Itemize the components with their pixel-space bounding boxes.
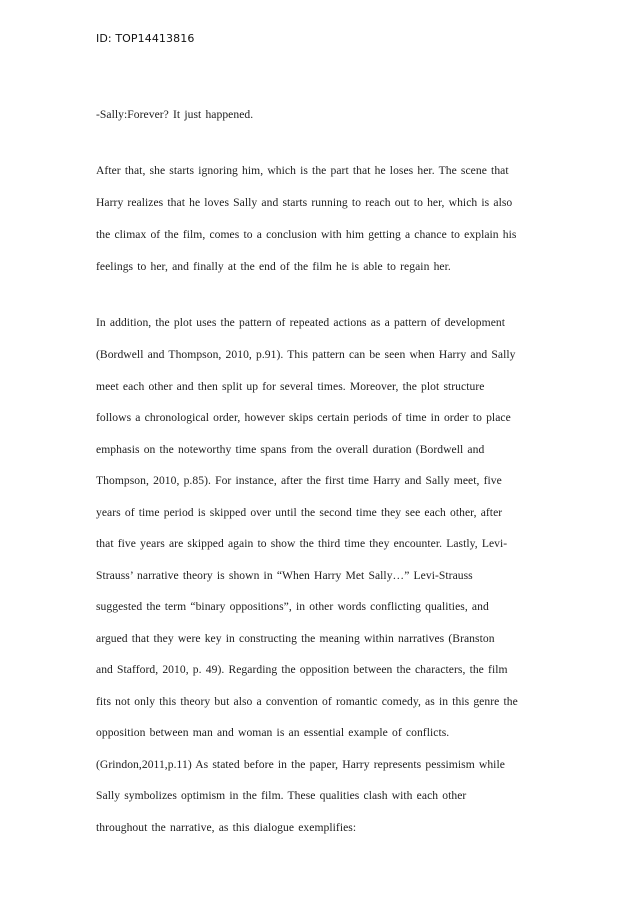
text-line: emphasis on the noteworthy time spans from the overall duration (Bordwell and bbox=[96, 443, 485, 456]
text-line: that five years are skipped again to show the third time they encounter. Lastly, Levi- bbox=[96, 537, 508, 550]
text-line: Thompson, 2010, p.85). For instance, after the first time Harry and Sally meet, five bbox=[96, 474, 502, 487]
text-line: In addition, the plot uses the pattern of repeated actions as a pattern of development bbox=[96, 316, 506, 329]
text-line: Harry realizes that he loves Sally and starts running to reach out to her, which is also bbox=[96, 196, 513, 209]
text-line: Sally symbolizes optimism in the film. These qualities clash with each other bbox=[96, 789, 467, 802]
text-line: (Bordwell and Thompson, 2010, p.91). This pattern can be seen when Harry and Sally bbox=[96, 348, 516, 361]
text-line: -Sally:Forever? It just happened. bbox=[96, 108, 254, 121]
text-line: and Stafford, 2010, p. 49). Regarding the opposition between the characters, the film bbox=[96, 663, 508, 676]
text-line: the climax of the film, comes to a conclusion with him getting a chance to explain his bbox=[96, 228, 517, 241]
text-line: Strauss’ narrative theory is shown in “When Harry Met Sally…” Levi-Strauss bbox=[96, 569, 473, 582]
text-line: throughout the narrative, as this dialogue exemplifies: bbox=[96, 821, 357, 834]
text-line: suggested the term “binary oppositions”, in other words conflicting qualities, and bbox=[96, 600, 489, 613]
text-line: feelings to her, and finally at the end of the film he is able to regain her. bbox=[96, 260, 451, 273]
text-line: After that, she starts ignoring him, which is the part that he loses her. The scene that bbox=[96, 164, 509, 177]
text-line: opposition between man and woman is an essential example of conflicts. bbox=[96, 726, 450, 739]
document-id-header: ID: TOP14413816 bbox=[96, 32, 195, 45]
text-line: meet each other and then split up for several times. Moreover, the plot structure bbox=[96, 380, 485, 393]
text-line: (Grindon,2011,p.11) As stated before in the paper, Harry represents pessimism while bbox=[96, 758, 505, 771]
text-line: follows a chronological order, however skips certain periods of time in order to place bbox=[96, 411, 511, 424]
text-line: argued that they were key in constructing the meaning within narratives (Branston bbox=[96, 632, 495, 645]
text-line: fits not only this theory but also a convention of romantic comedy, as in this genre the bbox=[96, 695, 518, 708]
text-line: years of time period is skipped over until the second time they see each other, after bbox=[96, 506, 503, 519]
